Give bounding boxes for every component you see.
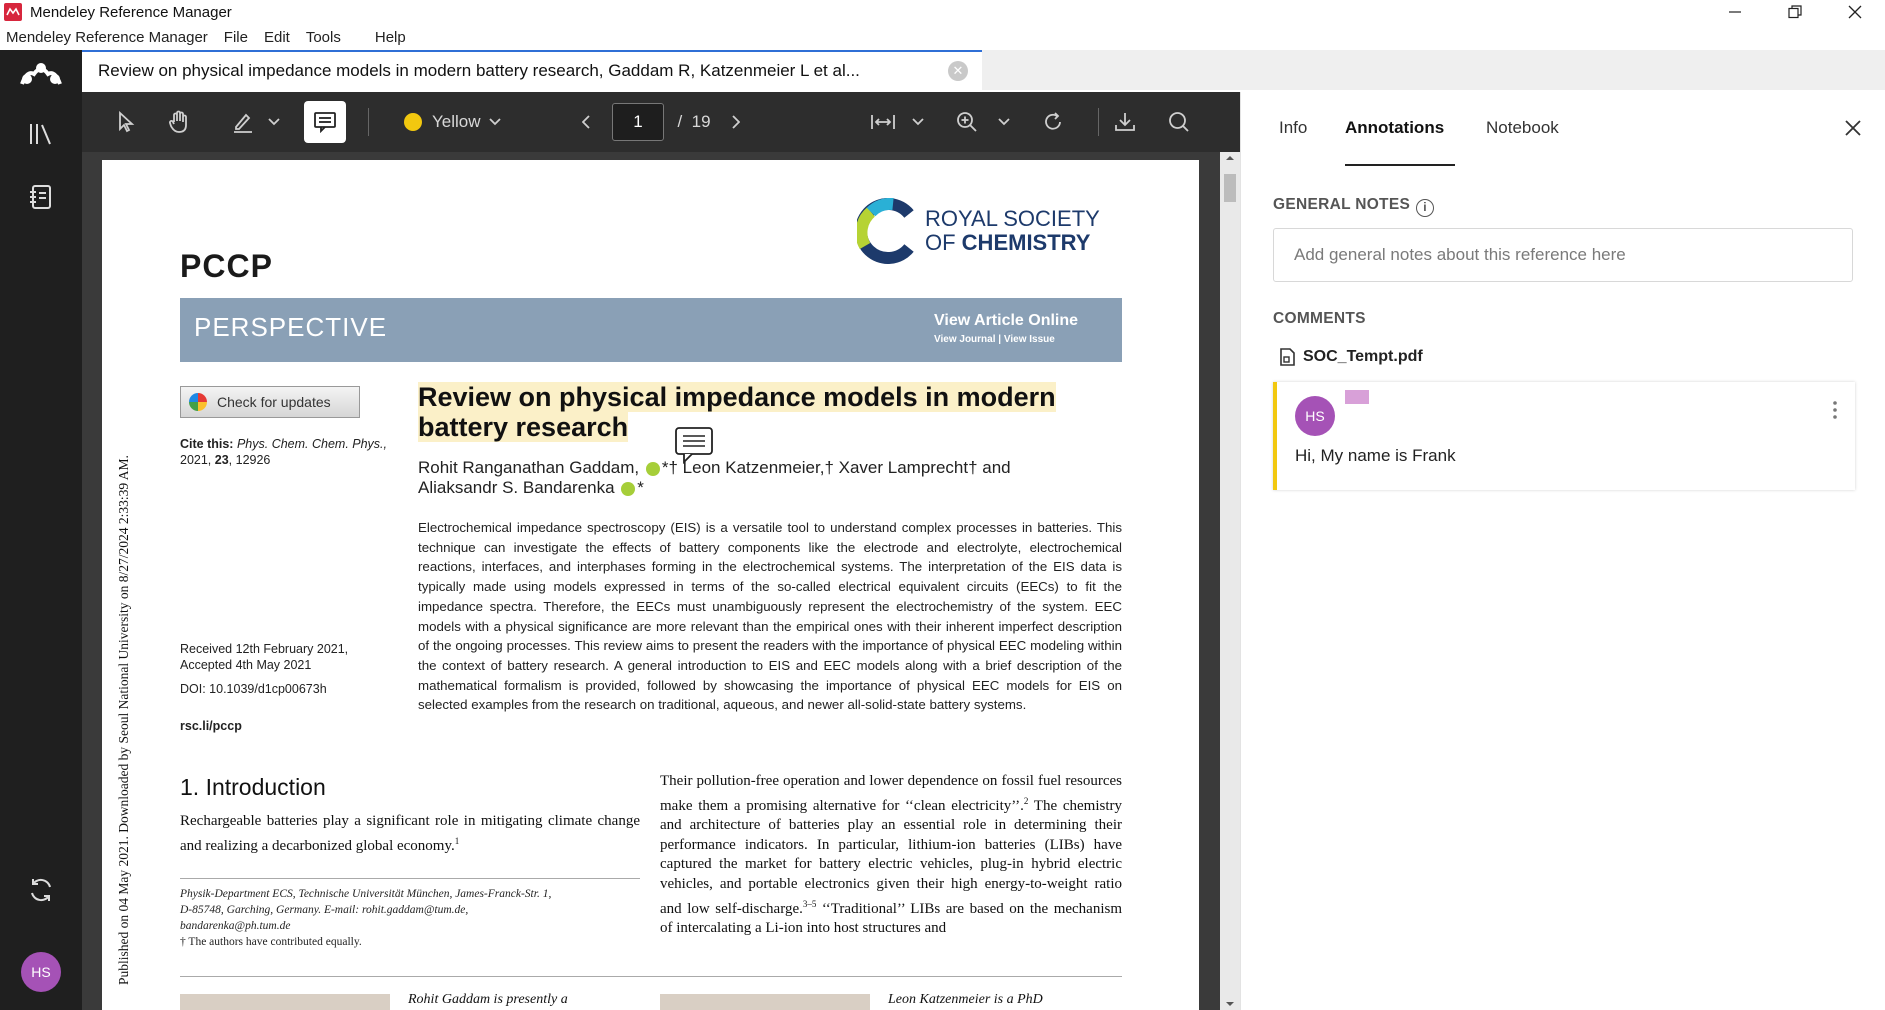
zoom-in-icon [955,110,979,134]
menu-tools[interactable]: Tools [305,28,341,46]
abstract: Electrochemical impedance spectroscopy (EIS) is a versatile tool to understand complex processes in batteries. This technique can investigate the effects of battery components like the electrode and electrolyte, electrochemical reactions, interfaces, and interphases forming in the electrochemical systems. The interpretation of the EIS data is typically made using models expressed in terms of the so-called electrical equivalent circuits (EECs) to fit the impedance spectra. Therefore, the EECs must unambiguously represent the electrochemistry of the system. EEC models with a physical significance are more relevant than the empirical ones with their inherent imperfect description of the ongoing processes. This review aims to present the readers with the importance of physical EEC modeling within the context of battery research. A general introduction to EIS and EEC models along with a brief description of the mathematical formalism is provided, followed by showcasing the importance of physical EEC models for EIS on selected examples from the research on traditional, aqueous, and newer all-solid-state battery systems. [418,520,1122,713]
comment-file [1279,348,1423,366]
intro-column-1 [180,812,640,856]
notebook-icon [28,184,54,210]
affiliation-line-4: † The authors have contributed equally. [180,936,362,948]
intro-col2-c: ‘‘Traditional’’ LIBs are based on the mechanism of intercalating a Li-ion into host structures and [660,900,1123,937]
download-stamp [116,425,140,985]
intro-col2-ref2: 3–5 [802,898,817,909]
sync-icon [27,876,55,904]
notebook-button[interactable] [0,184,82,210]
pdf-viewport[interactable] [82,152,1240,1010]
highlight-tool-dropdown[interactable] [264,92,284,152]
rsc-link[interactable]: rsc.li/pccp [180,719,242,733]
vertical-scrollbar[interactable] [1220,152,1240,1010]
mendeley-app-icon [4,3,22,21]
mendeley-logo-icon [18,60,64,88]
cite-label: Cite this: [180,437,237,451]
menu-help[interactable]: Help [374,28,406,46]
view-journal-issue-links[interactable]: View Journal | View Issue [934,334,1055,345]
restore-icon [1788,5,1802,19]
citation-info [180,436,400,468]
dates-info [180,641,348,673]
check-updates-label: Check for updates [217,394,331,410]
rotate-icon [1041,110,1065,134]
search-icon [1167,110,1191,134]
pdf-page [102,160,1199,1010]
details-panel [1240,92,1885,1010]
window-title: Mendeley Reference Manager [30,3,232,21]
kebab-menu-icon [1827,398,1843,422]
comment-text: Hi, My name is Frank [1295,446,1456,465]
intro-column-2 [660,772,1122,939]
close-icon [1848,5,1862,19]
pdf-toolbar [82,92,1240,152]
user-avatar-button[interactable] [0,952,82,992]
author-bio-right: Leon Katzenmeier is a PhD [888,992,1043,1007]
author-bio-left: Rohit Gaddam is presently a [408,992,568,1007]
intro-col2-b: The chemistry and architecture of batteries play an essential role in determining their performance indicators. In particular, lithium-ion batteries (LIBs) have captured the market for battery electric vehicles, plug-in hybrid electric vehicles, and portable electronics given their high energy-to-weight ratio and low self-discharge. [660,797,1122,917]
info-icon[interactable]: i [1416,199,1434,217]
document-tab-label: Review on physical impedance models in modern battery research, Gaddam R, Katzenmeier L et al... [98,61,860,80]
rsc-logo-text [925,207,1100,255]
cite-volume: 23 [214,453,229,467]
author-last: Aliaksandr S. Bandarenka [418,478,615,497]
rotate-button[interactable] [1038,92,1068,152]
chevron-down-icon [268,118,280,126]
library-button[interactable] [0,122,82,146]
intro-col1-ref: 1 [454,835,460,846]
affiliation-line-2: D-85748, Garching, Germany. E-mail: rohit.gaddam@tum.de, [180,904,469,916]
cite-year: 2021, [180,453,215,467]
chevron-right-icon [732,115,740,129]
scroll-down-icon[interactable] [1220,998,1240,1010]
window-controls [1705,0,1885,24]
select-tool-button[interactable] [112,92,142,152]
chevron-left-icon [582,115,590,129]
intro-col2-a: Their pollution-free operation and lower dependence on fossil fuel resources make them a promising alternative for ‘‘clean electricity’’. [660,773,1122,814]
close-window-button[interactable] [1825,0,1885,24]
intro-col2-ref1: 2 [1023,795,1029,806]
affiliation-footnote [180,886,640,950]
avatar: HS [21,952,61,992]
download-icon [1113,110,1137,134]
fit-width-icon [870,113,896,131]
color-picker-button[interactable] [404,92,514,152]
comment-tool-button[interactable] [304,101,346,143]
title-line-1: Review on physical impedance models in modern [418,382,1056,412]
article-title[interactable] [418,382,1130,442]
tab-notebook[interactable]: Notebook [1486,118,1559,137]
previous-page-button[interactable] [576,92,596,152]
minimize-icon [1729,6,1741,18]
cursor-icon [116,111,138,133]
tab-annotations[interactable]: Annotations [1345,118,1445,137]
page-count [674,92,714,152]
menu-file[interactable]: File [223,28,248,46]
zoom-button[interactable] [952,92,982,152]
active-tab-indicator [1345,164,1455,166]
section-heading: 1. Introduction [180,774,326,800]
author-asterisk: * [637,478,644,497]
author-photo [660,994,870,1010]
orcid-icon[interactable] [621,482,635,496]
tab-info[interactable]: Info [1279,118,1308,137]
rsc-of: OF [925,230,962,255]
article-banner [180,298,1122,362]
authors [418,458,1138,498]
search-button[interactable] [1162,92,1196,152]
download-button[interactable] [1108,92,1142,152]
pan-tool-button[interactable] [164,92,194,152]
comment-menu-button[interactable] [1827,398,1843,422]
rsc-line1: ROYAL SOCIETY [925,206,1100,231]
download-stamp-text: Published on 04 May 2021. Downloaded by Seoul National University on 8/27/2024 2:33:39 AM. [116,455,131,985]
chevron-down-icon [489,118,501,126]
check-for-updates-button[interactable] [180,386,360,418]
accepted-date: Accepted 4th May 2021 [180,658,312,672]
author-1: Rohit Ranganathan Gaddam, [418,458,640,477]
bio-divider [180,976,1122,977]
scrollbar-thumb[interactable] [1224,174,1236,202]
highlight-tool-button[interactable] [228,92,258,152]
rsc-logo [857,198,1100,264]
fit-width-button[interactable] [868,92,898,152]
received-date: Received 12th February 2021, [180,642,349,656]
general-notes-section [1273,196,1434,217]
restore-button[interactable] [1765,0,1825,24]
affiliation-line-1: Physik-Department ECS, Technische Universität München, James-Franck-Str. 1, [180,888,552,900]
view-article-online-link[interactable]: View Article Online [934,312,1079,329]
toolbar-divider [368,108,369,136]
close-panel-button[interactable] [1841,116,1865,140]
author-photo [180,994,390,1010]
hand-icon [167,110,191,134]
journal-name: PCCP [180,248,273,284]
article-type: PERSPECTIVE [194,312,388,342]
comments-label: COMMENTS [1273,310,1366,327]
page-total: 19 [691,112,711,131]
menu-bar [0,24,1885,50]
pen-icon [231,110,255,134]
affiliation-line-3: bandarenka@ph.tum.de [180,920,291,932]
file-name: SOC_Tempt.pdf [1303,348,1423,365]
next-page-button[interactable] [726,92,746,152]
page-separator: / [677,112,683,131]
orcid-icon[interactable] [646,462,660,476]
file-icon [1279,348,1295,366]
annotation-color-swatch [1345,390,1369,404]
document-tab[interactable] [82,50,982,90]
fit-dropdown[interactable] [908,92,928,152]
intro-col1-text: Rechargeable batteries play a significant role in mitigating climate change and realizing a decarbonized global economy. [180,813,640,854]
toolbar-divider [1098,108,1099,136]
menu-edit[interactable]: Edit [263,28,290,46]
close-tab-icon[interactable]: ✕ [948,61,968,81]
color-label: Yellow [432,112,481,131]
minimize-button[interactable] [1705,0,1765,24]
zoom-dropdown[interactable] [994,92,1014,152]
menu-app[interactable]: Mendeley Reference Manager [6,28,208,46]
cite-page: , 12926 [228,453,271,467]
chevron-down-icon [998,118,1010,126]
document-tab-strip [82,50,1885,90]
general-notes-label: GENERAL NOTES [1273,196,1411,213]
rsc-line2: CHEMISTRY [961,230,1091,255]
close-icon [1841,116,1865,140]
general-notes-input[interactable] [1273,228,1853,282]
footnote-divider [180,878,640,879]
chevron-down-icon [912,118,924,126]
left-navigation-rail [0,50,82,1010]
comment-icon [313,111,337,133]
title-bar [0,0,1885,24]
cite-journal: Phys. Chem. Chem. Phys., [236,437,388,451]
library-icon [28,122,54,146]
yellow-swatch-icon [404,113,422,131]
authors-rest: *† Leon Katzenmeier,† Xaver Lamprecht† and [661,458,1011,477]
mendeley-logo-button[interactable] [0,60,82,88]
avatar: HS [1295,396,1335,436]
title-line-2: battery research [418,412,629,442]
scroll-up-icon[interactable] [1220,152,1240,164]
crossmark-icon [189,393,207,411]
sync-button[interactable] [0,876,82,904]
rsc-logo-icon [857,198,919,264]
comment-card[interactable] [1273,382,1855,490]
page-number-input[interactable]: 1 [612,103,664,141]
doi: DOI: 10.1039/d1cp00673h [180,682,327,696]
